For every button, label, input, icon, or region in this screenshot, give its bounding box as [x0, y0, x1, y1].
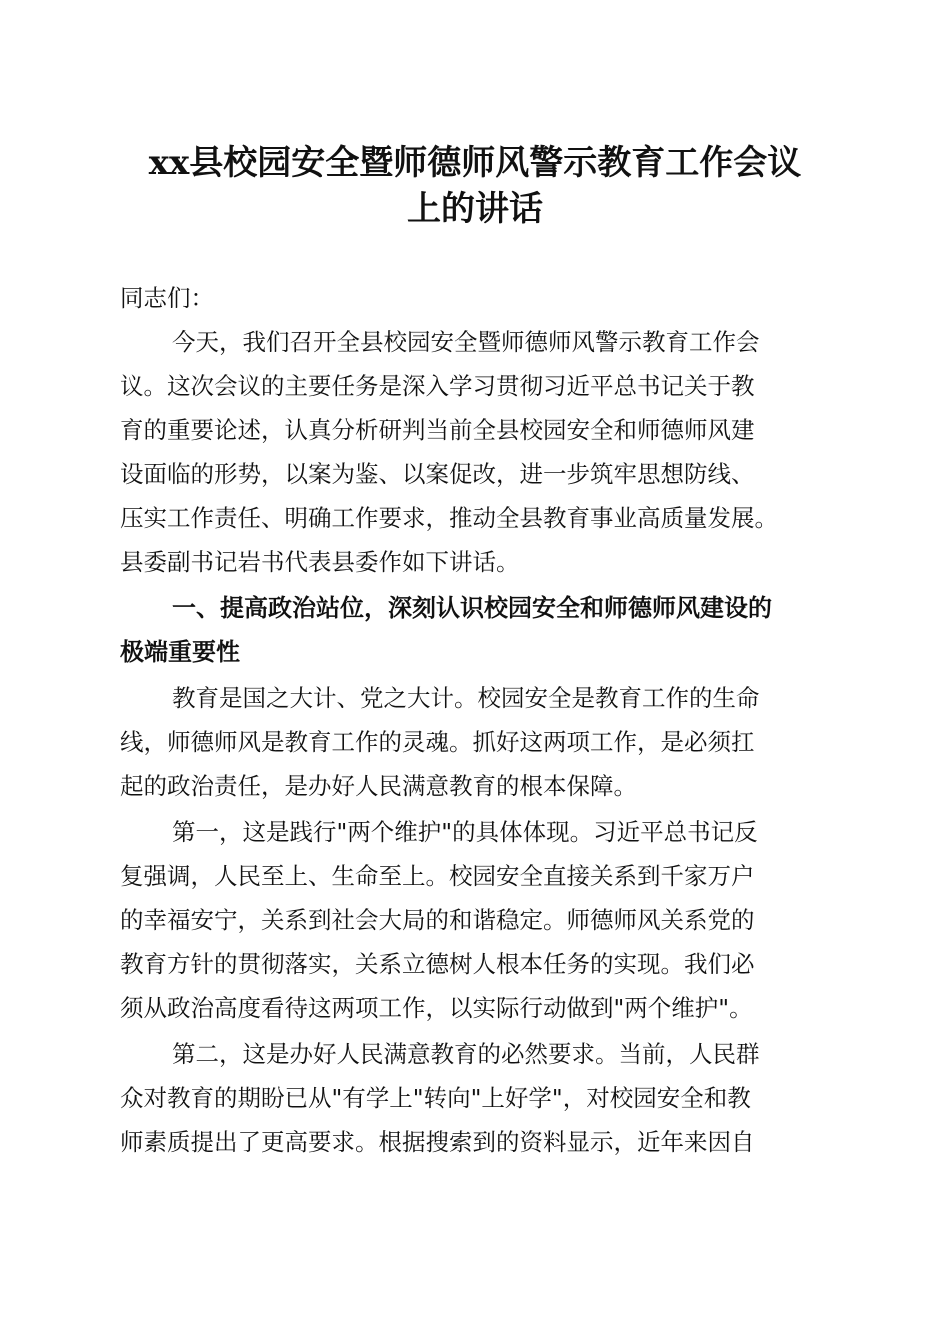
section1-heading-line-1: 一、提高政治站位，深刻认识校园安全和师德师风建设的 — [172, 594, 772, 622]
point2-line-2: 众对教育的期盼已从"有学上"转向"上好学"，对校园安全和教 — [120, 1084, 751, 1112]
point2-line-1: 第二，这是办好人民满意教育的必然要求。当前，人民群 — [172, 1040, 760, 1068]
intro-line-5: 压实工作责任、明确工作要求，推动全县教育事业高质量发展。 — [120, 504, 778, 532]
intro-line-2: 议。这次会议的主要任务是深入学习贯彻习近平总书记关于教 — [120, 372, 755, 400]
intro-line-1: 今天，我们召开全县校园安全暨师德师风警示教育工作会 — [172, 328, 760, 356]
section1-heading-line-2: 极端重要性 — [120, 638, 240, 666]
section1-para-line-2: 线，师德师风是教育工作的灵魂。抓好这两项工作，是必须扛 — [120, 728, 755, 756]
point1-line-1: 第一，这是践行"两个维护"的具体体现。习近平总书记反 — [172, 818, 758, 846]
point1-line-5: 须从政治高度看待这两项工作，以实际行动做到"两个维护"。 — [120, 994, 753, 1022]
point1-line-2: 复强调，人民至上、生命至上。校园安全直接关系到千家万户 — [120, 862, 755, 890]
point1-line-4: 教育方针的贯彻落实，关系立德树人根本任务的实现。我们必 — [120, 950, 755, 978]
document-title-line-2: 上的讲话 — [407, 189, 543, 229]
section1-para-line-3: 起的政治责任，是办好人民满意教育的根本保障。 — [120, 772, 637, 800]
intro-line-4: 设面临的形势，以案为鉴、以案促改，进一步筑牢思想防线、 — [120, 460, 755, 488]
point2-line-3: 师素质提出了更高要求。根据搜索到的资料显示，近年来因自 — [120, 1128, 755, 1156]
intro-line-3: 育的重要论述，认真分析研判当前全县校园安全和师德师风建 — [120, 416, 755, 444]
point1-line-3: 的幸福安宁，关系到社会大局的和谐稳定。师德师风关系党的 — [120, 906, 755, 934]
section1-para-line-1: 教育是国之大计、党之大计。校园安全是教育工作的生命 — [172, 684, 760, 712]
intro-line-6: 县委副书记岩书代表县委作如下讲话。 — [120, 548, 520, 576]
document-title-line-1: xx县校园安全暨师德师风警示教育工作会议 — [148, 143, 802, 183]
salutation: 同志们： — [120, 284, 214, 312]
